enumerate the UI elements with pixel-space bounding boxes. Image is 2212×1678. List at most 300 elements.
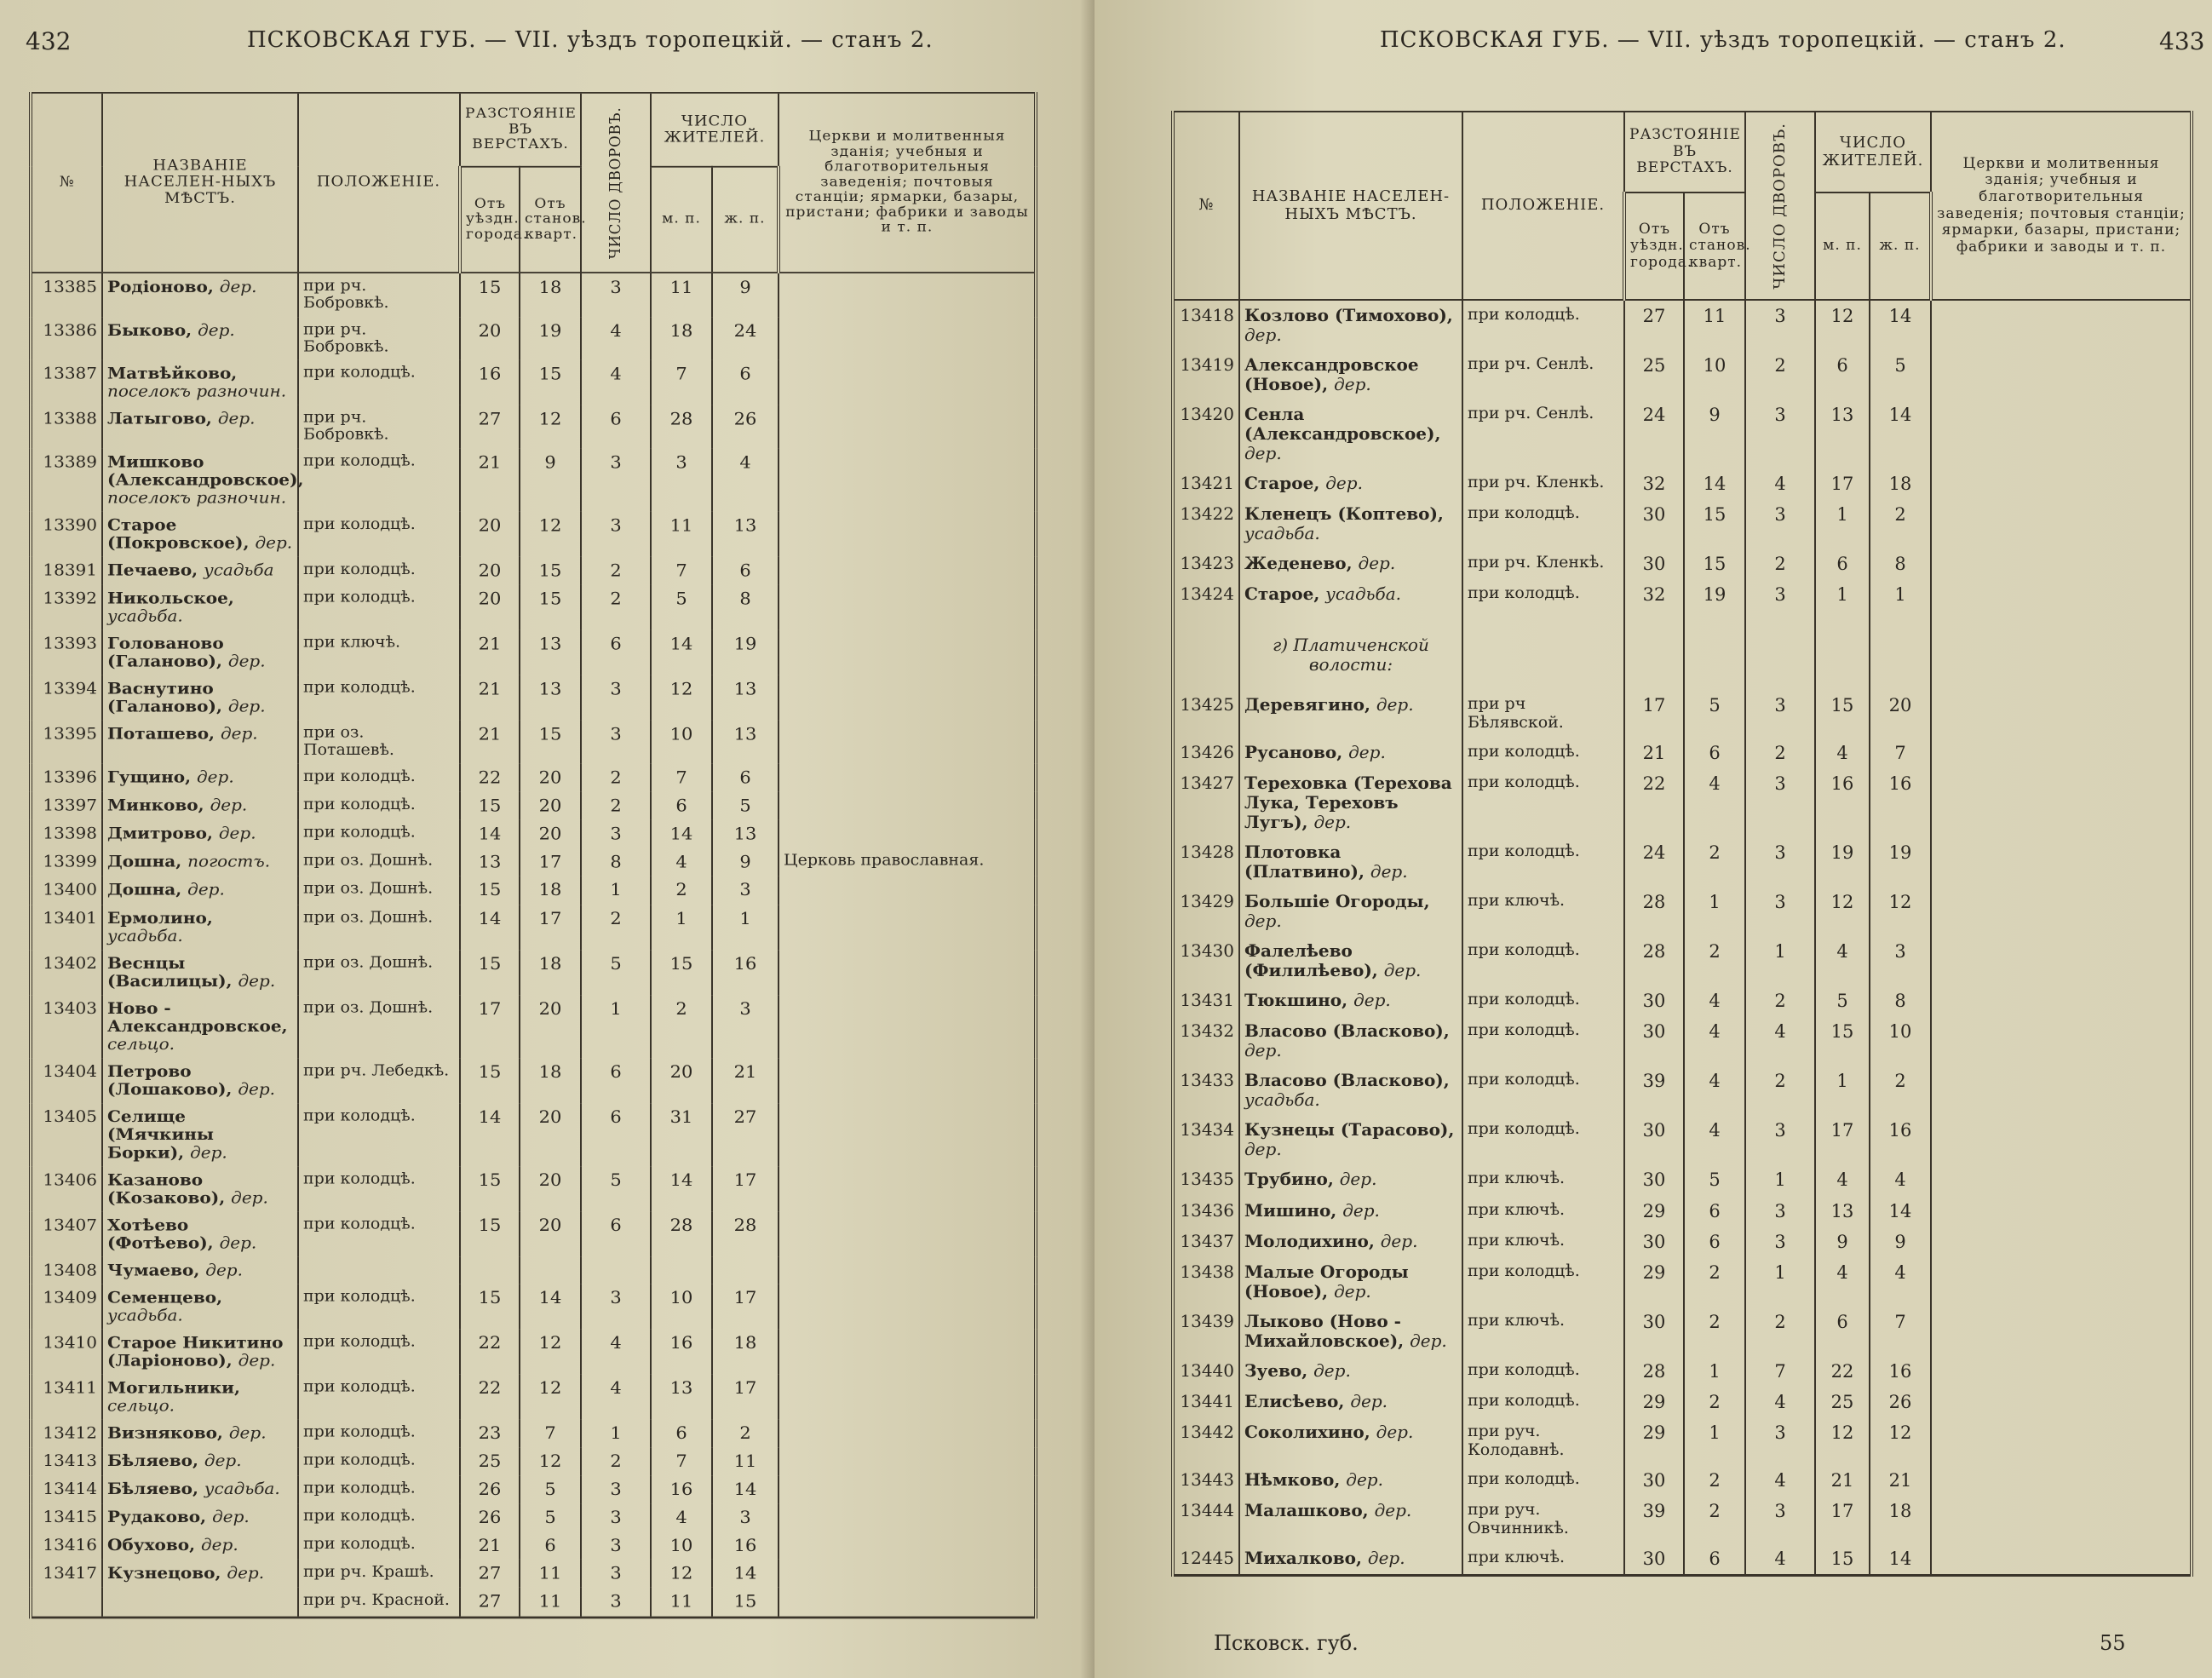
cell-male: 10 — [651, 1284, 712, 1329]
cell-male: 6 — [1815, 549, 1870, 579]
cell-male: 12 — [1815, 887, 1870, 936]
cell-male: 12 — [651, 675, 712, 721]
cell-female: 16 — [712, 1531, 779, 1560]
cell-from-town: 29 — [1624, 1417, 1684, 1465]
cell-female: 1 — [712, 905, 779, 950]
cell-churches — [779, 273, 1036, 317]
cell-position: при колодцѣ. — [298, 1475, 460, 1503]
table-row — [31, 1475, 1036, 1503]
cell-female: 27 — [712, 1103, 779, 1166]
cell-name — [102, 848, 298, 876]
cell-churches — [779, 557, 1036, 585]
place-name: Большіе Огороды, — [1244, 891, 1430, 912]
cell-position: при колодцѣ. — [1462, 1465, 1624, 1496]
cell-from-town: 32 — [1624, 579, 1684, 610]
cell-from-town: 23 — [460, 1419, 520, 1447]
place-kind: дер. — [1244, 443, 1282, 463]
cell-male: 11 — [651, 273, 712, 317]
cell-households: 1 — [581, 876, 651, 905]
cell-female: 13 — [712, 675, 779, 721]
table-row — [1173, 1307, 2192, 1356]
place-name: Хотѣево (Фотѣево), — [107, 1215, 220, 1252]
cell-from-stan: 18 — [520, 273, 581, 317]
place-kind: дер. — [238, 1079, 276, 1099]
cell-from-town: 22 — [1624, 768, 1684, 837]
cell-position: при колодцѣ. — [298, 1374, 460, 1419]
cell-female: 8 — [1870, 549, 1931, 579]
cell-position: при руч. Колодавнѣ. — [1462, 1417, 1624, 1465]
cell-from-stan: 2 — [1684, 1257, 1745, 1307]
cell-households: 3 — [581, 1588, 651, 1617]
table-row — [1173, 1016, 2192, 1066]
cell-male: 17 — [1815, 468, 1870, 499]
cell-households: 3 — [581, 273, 651, 317]
cell-households: 4 — [1745, 468, 1815, 499]
cell-households: 2 — [581, 764, 651, 792]
cell-female: 13 — [712, 820, 779, 848]
table-row — [1173, 887, 2192, 936]
cell-from-stan: 12 — [520, 1374, 581, 1419]
cell-empty — [1870, 610, 1931, 690]
place-name: Мишково (Александровское), — [107, 452, 304, 490]
cell-female: 14 — [1870, 1543, 1931, 1576]
cell-position: при ключѣ. — [1462, 1227, 1624, 1257]
table-row — [31, 512, 1036, 557]
cell-female: 16 — [712, 950, 779, 995]
cell-male: 1 — [1815, 499, 1870, 549]
table-row — [1173, 837, 2192, 887]
cell-number: 13431 — [1173, 986, 1239, 1016]
cell-male: 22 — [1815, 1356, 1870, 1387]
cell-from-town: 27 — [1624, 300, 1684, 350]
cell-households: 3 — [1745, 768, 1815, 837]
cell-name — [102, 721, 298, 764]
cell-households: 2 — [1745, 1307, 1815, 1356]
place-kind: дер. — [1353, 990, 1391, 1011]
cell-male: 13 — [1815, 399, 1870, 468]
cell-from-stan: 15 — [1684, 549, 1745, 579]
cell-households: 6 — [581, 1103, 651, 1166]
cell-female: 8 — [1870, 986, 1931, 1016]
place-kind: дер. — [204, 1451, 242, 1470]
cell-from-town: 30 — [1624, 1227, 1684, 1257]
cell-from-stan: 12 — [520, 512, 581, 557]
cell-number: 13428 — [1173, 837, 1239, 887]
cell-number: 13395 — [31, 721, 102, 764]
table-row — [1173, 579, 2192, 610]
cell-male: 1 — [1815, 1066, 1870, 1115]
cell-position: при колодцѣ. — [1462, 1016, 1624, 1066]
cell-from-stan: 15 — [1684, 499, 1745, 549]
cell-name — [1239, 1164, 1462, 1195]
cell-churches — [1931, 1066, 2192, 1115]
cell-number: 13433 — [1173, 1066, 1239, 1115]
cell-male: 7 — [651, 557, 712, 585]
cell-households: 2 — [581, 905, 651, 950]
right-page-footer: Псковск. губ. — [1214, 1631, 1359, 1655]
cell-number: 13416 — [31, 1531, 102, 1560]
place-kind: дер. — [1244, 325, 1282, 345]
cell-position: при колодцѣ. — [1462, 1115, 1624, 1164]
cell-from-town: 21 — [460, 449, 520, 512]
cell-number: 13427 — [1173, 768, 1239, 837]
place-name: Обухово, — [107, 1535, 201, 1554]
cell-churches — [779, 764, 1036, 792]
cell-from-town: 30 — [1624, 499, 1684, 549]
cell-female: 19 — [712, 630, 779, 675]
cell-name — [102, 1374, 298, 1419]
signature-number: 55 — [2100, 1631, 2126, 1655]
cell-churches — [1931, 1307, 2192, 1356]
cell-position: при оз. Дошнѣ. — [298, 848, 460, 876]
table-row — [31, 848, 1036, 876]
place-name: Чумаево, — [107, 1260, 206, 1279]
cell-number: 13435 — [1173, 1164, 1239, 1195]
header-households — [581, 93, 651, 273]
cell-churches — [1931, 738, 2192, 768]
cell-number: 13397 — [31, 792, 102, 820]
place-kind: дер. — [212, 1507, 250, 1526]
cell-number: 13388 — [31, 405, 102, 449]
cell-households: 3 — [1745, 887, 1815, 936]
cell-position: при оз. Дошнѣ. — [298, 905, 460, 950]
cell-churches — [1931, 1465, 2192, 1496]
cell-households: 4 — [581, 317, 651, 360]
cell-churches — [779, 1560, 1036, 1588]
cell-households: 3 — [581, 449, 651, 512]
cell-position: при ключѣ. — [1462, 1164, 1624, 1195]
place-kind: поселокъ разночин. — [107, 488, 287, 508]
place-name: Кузнецово, — [107, 1563, 227, 1583]
cell-from-stan: 20 — [520, 1103, 581, 1166]
cell-male: 2 — [651, 876, 712, 905]
cell-name — [1239, 936, 1462, 986]
header-name: НАЗВАНІЕ НАСЕЛЕН-НЫХЪ МѢСТЪ. — [1239, 112, 1462, 300]
cell-number: 13421 — [1173, 468, 1239, 499]
cell-households: 3 — [1745, 399, 1815, 468]
table-row — [1173, 936, 2192, 986]
cell-name — [1239, 690, 1462, 738]
cell-from-stan: 7 — [520, 1419, 581, 1447]
table-row — [31, 675, 1036, 721]
place-kind: дер. — [220, 724, 258, 744]
cell-position: при ключѣ. — [1462, 887, 1624, 936]
cell-from-town: 15 — [460, 950, 520, 995]
place-kind: усадьба. — [107, 926, 183, 945]
cell-from-town: 24 — [1624, 399, 1684, 468]
cell-position: при колодцѣ. — [298, 449, 460, 512]
place-name: Дмитрово, — [107, 824, 219, 843]
cell-name — [1239, 610, 1462, 690]
cell-from-stan: 18 — [520, 1058, 581, 1103]
place-kind: дер. — [238, 971, 276, 991]
table-row — [31, 405, 1036, 449]
cell-male: 4 — [651, 848, 712, 876]
cell-female: 14 — [1870, 1196, 1931, 1227]
right-page — [1095, 0, 2212, 1678]
cell-male: 17 — [1815, 1115, 1870, 1164]
cell-empty — [1624, 610, 1684, 690]
cell-position: при ключѣ. — [298, 630, 460, 675]
cell-name — [102, 995, 298, 1058]
cell-households: 3 — [1745, 300, 1815, 350]
cell-churches — [779, 512, 1036, 557]
cell-male: 1 — [1815, 579, 1870, 610]
table-row — [1173, 1115, 2192, 1164]
cell-female: 3 — [1870, 936, 1931, 986]
cell-churches — [779, 1166, 1036, 1211]
cell-position: при колодцѣ. — [298, 1531, 460, 1560]
cell-position: при колодцѣ. — [298, 1211, 460, 1256]
cell-name — [102, 1531, 298, 1560]
cell-from-stan: 4 — [1684, 768, 1745, 837]
cell-position: при колодцѣ. — [1462, 936, 1624, 986]
cell-male: 14 — [651, 1166, 712, 1211]
header-no: № — [31, 93, 102, 273]
cell-male: 9 — [1815, 1227, 1870, 1257]
cell-position: при ключѣ. — [1462, 1543, 1624, 1576]
place-kind: дер. — [1380, 1230, 1418, 1251]
right-page-number: 433 — [2159, 27, 2205, 55]
cell-from-town: 30 — [1624, 986, 1684, 1016]
place-kind: дер. — [1376, 1422, 1414, 1443]
cell-male: 6 — [1815, 1307, 1870, 1356]
cell-from-stan: 20 — [520, 764, 581, 792]
cell-from-stan: 18 — [520, 876, 581, 905]
cell-from-town: 21 — [460, 630, 520, 675]
cell-households: 3 — [1745, 837, 1815, 887]
cell-households: 1 — [581, 1419, 651, 1447]
cell-name — [102, 317, 298, 360]
cell-name — [1239, 1387, 1462, 1417]
place-name: Минково, — [107, 796, 210, 815]
cell-churches — [1931, 1496, 2192, 1543]
cell-households: 7 — [1745, 1356, 1815, 1387]
place-kind: сельцо. — [107, 1395, 175, 1415]
place-name: Никольское, — [107, 589, 234, 608]
cell-male: 7 — [651, 360, 712, 405]
cell-households: 3 — [581, 1475, 651, 1503]
cell-households: 3 — [581, 1560, 651, 1588]
header-no: № — [1173, 112, 1239, 300]
place-kind: усадьба — [204, 560, 274, 580]
table-row — [1173, 1196, 2192, 1227]
cell-from-stan: 20 — [520, 820, 581, 848]
cell-from-stan: 1 — [1684, 887, 1745, 936]
place-kind: дер. — [1244, 1139, 1282, 1160]
place-kind: дер. — [1367, 1547, 1405, 1568]
cell-male: 11 — [651, 1588, 712, 1617]
table-row — [31, 1329, 1036, 1374]
cell-households: 2 — [1745, 549, 1815, 579]
cell-number: 13429 — [1173, 887, 1239, 936]
cell-female: 4 — [1870, 1164, 1931, 1195]
cell-name — [102, 1447, 298, 1475]
cell-churches — [779, 1447, 1036, 1475]
cell-from-stan: 12 — [520, 1329, 581, 1374]
cell-churches — [779, 905, 1036, 950]
cell-number: 13442 — [1173, 1417, 1239, 1465]
cell-position: при колодцѣ. — [298, 675, 460, 721]
cell-churches — [779, 1058, 1036, 1103]
cell-churches — [1931, 549, 2192, 579]
cell-churches — [1931, 1227, 2192, 1257]
cell-households: 3 — [581, 721, 651, 764]
cell-households: 3 — [581, 820, 651, 848]
place-name: Печаево, — [107, 560, 204, 580]
header-churches: Церкви и молитвенныя зданія; учебныя и благотворительныя заведенія; почтовыя станціи; ярмарки, базары, пристани; фабрики и заводы и т. п. — [779, 93, 1036, 273]
table-row — [31, 557, 1036, 585]
place-name: Зуево, — [1244, 1359, 1314, 1381]
header-households-label: ЧИСЛО ДВОРОВЪ. — [606, 106, 624, 259]
cell-number: 13406 — [31, 1166, 102, 1211]
place-kind: усадьба. — [1244, 1089, 1320, 1111]
left-page — [0, 0, 1095, 1678]
cell-churches — [779, 630, 1036, 675]
place-kind: погостъ. — [187, 852, 271, 871]
cell-number: 13425 — [1173, 690, 1239, 738]
cell-male: 16 — [651, 1475, 712, 1503]
cell-male: 5 — [1815, 986, 1870, 1016]
place-kind: дер. — [201, 1535, 238, 1554]
cell-from-stan: 5 — [520, 1475, 581, 1503]
header-female: ж. п. — [712, 167, 779, 273]
cell-households: 3 — [581, 512, 651, 557]
place-kind: дер. — [217, 409, 256, 428]
cell-female: 16 — [1870, 1356, 1931, 1387]
place-kind: усадьба. — [107, 606, 183, 626]
cell-number: 13387 — [31, 360, 102, 405]
cell-churches — [1931, 1196, 2192, 1227]
cell-male: 19 — [1815, 837, 1870, 887]
place-kind: дер. — [1334, 1280, 1371, 1302]
table-row — [1173, 1417, 2192, 1465]
cell-female: 8 — [712, 585, 779, 630]
place-name: Нѣмково, — [1244, 1468, 1347, 1490]
cell-female — [712, 1256, 779, 1284]
place-name: Ново - Александровское, — [107, 998, 288, 1036]
cell-from-town: 15 — [460, 792, 520, 820]
cell-number: 13412 — [31, 1419, 102, 1447]
cell-from-town: 30 — [1624, 1016, 1684, 1066]
place-name: Фалелѣево (Филилѣево), — [1244, 940, 1384, 981]
place-name: Деревягино, — [1244, 694, 1376, 715]
cell-churches — [779, 449, 1036, 512]
cell-male: 13 — [651, 1374, 712, 1419]
cell-name — [1239, 986, 1462, 1016]
cell-from-town: 20 — [460, 512, 520, 557]
cell-male: 4 — [1815, 1257, 1870, 1307]
cell-from-stan: 11 — [520, 1560, 581, 1588]
cell-male: 6 — [1815, 350, 1870, 399]
table-row — [31, 820, 1036, 848]
place-name: Матвѣйково, — [107, 364, 238, 383]
place-name: Родіоново, — [107, 277, 220, 296]
cell-from-town: 26 — [460, 1475, 520, 1503]
cell-number: 13414 — [31, 1475, 102, 1503]
table-row — [31, 1588, 1036, 1617]
table-row — [1173, 1387, 2192, 1417]
cell-churches — [1931, 350, 2192, 399]
cell-name — [102, 905, 298, 950]
table-row — [31, 1166, 1036, 1211]
place-name: Семенцево, — [107, 1287, 223, 1307]
table-row — [1173, 468, 2192, 499]
cell-position: при колодцѣ. — [1462, 837, 1624, 887]
cell-households: 4 — [581, 360, 651, 405]
cell-name — [102, 630, 298, 675]
cell-churches: Церковь православная. — [779, 848, 1036, 876]
place-name: Гущино, — [107, 767, 197, 787]
place-kind: усадьба. — [1325, 583, 1402, 605]
place-kind: сельцо. — [107, 1034, 175, 1054]
cell-male: 1 — [651, 905, 712, 950]
header-households-label: ЧИСЛО ДВОРОВЪ. — [1770, 122, 1789, 290]
cell-from-town: 21 — [460, 721, 520, 764]
place-name: Александровское (Новое), — [1244, 354, 1419, 394]
place-name: Тюкшино, — [1244, 990, 1354, 1011]
cell-female: 18 — [1870, 1496, 1931, 1543]
cell-households: 1 — [581, 995, 651, 1058]
cell-from-stan: 17 — [520, 905, 581, 950]
cell-households: 2 — [1745, 738, 1815, 768]
table-row — [31, 905, 1036, 950]
cell-households: 3 — [1745, 1115, 1815, 1164]
cell-position: при колодцѣ. — [298, 1447, 460, 1475]
cell-name — [102, 405, 298, 449]
cell-number: 13420 — [1173, 399, 1239, 468]
cell-position: при колодцѣ. — [1462, 1387, 1624, 1417]
cell-from-stan: 17 — [520, 848, 581, 876]
cell-number: 13440 — [1173, 1356, 1239, 1387]
cell-name — [102, 1103, 298, 1166]
cell-churches — [1931, 399, 2192, 468]
cell-position: при оз. Дошнѣ. — [298, 950, 460, 995]
cell-number: 13434 — [1173, 1115, 1239, 1164]
cell-number: 13400 — [31, 876, 102, 905]
cell-from-stan: 11 — [520, 1588, 581, 1617]
place-kind: дер. — [1325, 473, 1363, 493]
cell-name — [1239, 1307, 1462, 1356]
cell-female: 15 — [712, 1588, 779, 1617]
cell-position: при колодцѣ. — [298, 1166, 460, 1211]
table-row — [31, 273, 1036, 317]
cell-from-stan: 15 — [520, 360, 581, 405]
place-name: Кленецъ (Коптево), — [1244, 503, 1444, 525]
cell-position: при колодцѣ. — [1462, 1066, 1624, 1115]
cell-position: при колодцѣ. — [298, 512, 460, 557]
cell-male: 13 — [1815, 1196, 1870, 1227]
cell-name — [1239, 1016, 1462, 1066]
cell-female: 24 — [712, 317, 779, 360]
cell-from-town: 17 — [460, 995, 520, 1058]
cell-from-town: 15 — [460, 1166, 520, 1211]
cell-from-town: 29 — [1624, 1257, 1684, 1307]
table-row — [31, 1211, 1036, 1256]
cell-churches — [1931, 690, 2192, 738]
cell-name — [1239, 549, 1462, 579]
place-name: Бѣляево, — [107, 1451, 204, 1470]
header-inhabitants: ЧИСЛО ЖИТЕЛЕЙ. — [651, 93, 779, 167]
cell-from-town: 27 — [460, 1560, 520, 1588]
cell-female: 17 — [712, 1374, 779, 1419]
cell-name — [1239, 887, 1462, 936]
cell-households: 1 — [1745, 1257, 1815, 1307]
place-name: Могильники, — [107, 1377, 240, 1397]
cell-churches — [779, 1419, 1036, 1447]
place-name: Мишино, — [1244, 1199, 1343, 1221]
place-name: Дошна, — [107, 880, 188, 899]
